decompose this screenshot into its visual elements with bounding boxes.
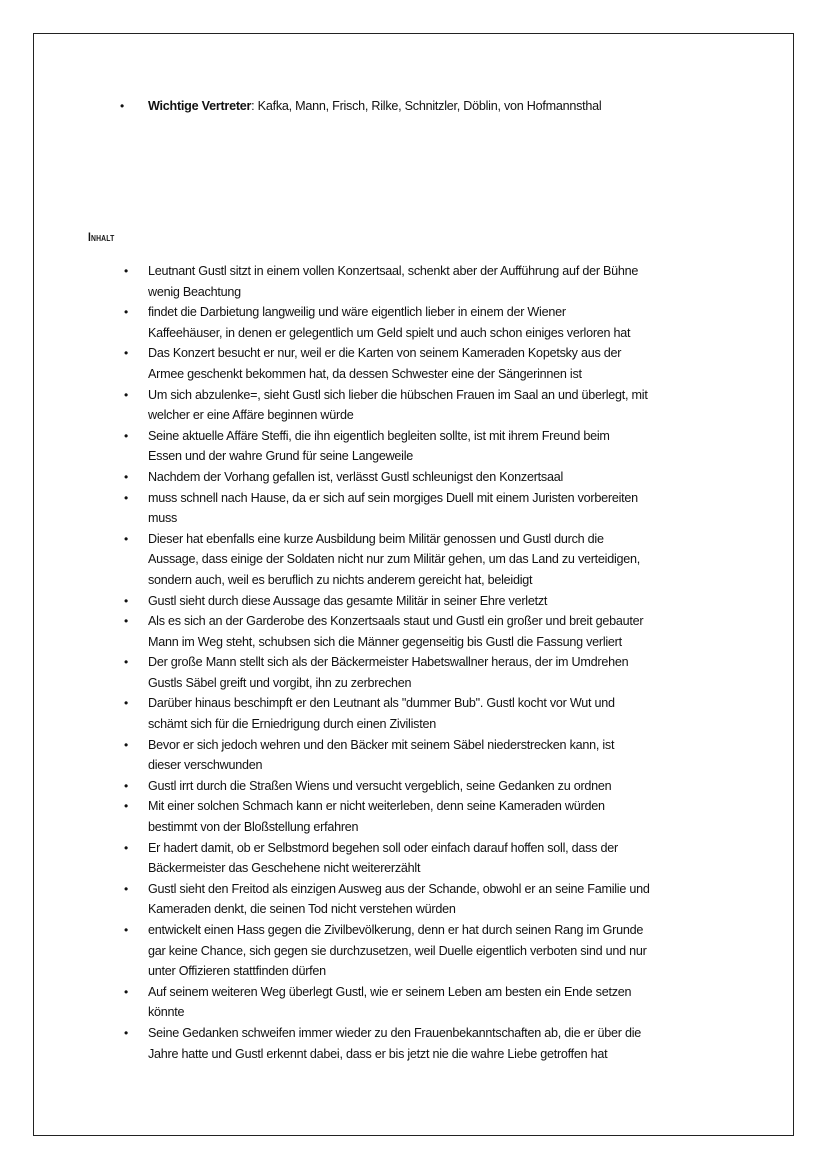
list-item-line: Seine aktuelle Affäre Steffi, die ihn eigentlich begleiten sollte, ist mit ihrem Freund beim: [148, 428, 610, 443]
list-item-line: Als es sich an der Garderobe des Konzertsaals staut und Gustl ein großer und breit gebauter: [148, 614, 644, 629]
list-item-line: Um sich abzulenke=, sieht Gustl sich lieber die hübschen Frauen im Saal an und überlegt, mit: [148, 387, 648, 402]
bullet-icon: •: [124, 881, 128, 896]
list-item-line: Kaffeehäuser, in denen er gelegentlich um Geld spielt und auch schon einiges verloren hat: [148, 325, 631, 340]
section-heading-inhalt: Inhalt: [88, 230, 115, 244]
list-item-line: findet die Darbietung langweilig und wäre eigentlich lieber in einem der Wiener: [148, 305, 566, 320]
list-item-line: Gustl sieht durch diese Aussage das gesamte Militär in seiner Ehre verletzt: [148, 593, 548, 608]
list-item: [120, 302, 650, 343]
list-item: [120, 426, 650, 467]
vertreter-list-item: [120, 99, 601, 113]
vertreter-text: : Kafka, Mann, Frisch, Rilke, Schnitzler, Döblin, von Hofmannsthal: [251, 99, 602, 113]
bullet-icon: •: [124, 490, 128, 505]
vertreter-label: Wichtige Vertreter: [148, 99, 252, 113]
list-item-line: Mann im Weg steht, schubsen sich die Männer gegenseitig bis Gustl die Fassung verliert: [148, 634, 622, 649]
list-item-line: muss schnell nach Hause, da er sich auf sein morgiges Duell mit einem Juristen vorbereiten: [148, 490, 638, 505]
list-item: [120, 796, 650, 837]
list-item: [120, 467, 650, 488]
list-item: [120, 343, 650, 384]
bullet-icon: •: [124, 531, 128, 546]
list-item: [120, 611, 650, 652]
list-item-line: Dieser hat ebenfalls eine kurze Ausbildung beim Militär genossen und Gustl durch die: [148, 531, 604, 546]
list-item-line: Leutnant Gustl sitzt in einem vollen Konzertsaal, schenkt aber der Aufführung auf der Bühne: [148, 264, 639, 278]
list-item: [120, 735, 650, 776]
list-item-line: Gustl irrt durch die Straßen Wiens und versucht vergeblich, seine Gedanken zu ordnen: [148, 778, 612, 793]
list-item-line: Armee geschenkt bekommen hat, da dessen Schwester eine der Sängerinnen ist: [148, 366, 582, 381]
list-item-line: gar keine Chance, sich gegen sie durchzusetzen, weil Duelle eigentlich verboten sind und nur: [148, 943, 647, 958]
bullet-icon: •: [124, 428, 128, 443]
list-item-line: Mit einer solchen Schmach kann er nicht weiterleben, denn seine Kameraden würden: [148, 799, 605, 814]
bullet-icon: •: [124, 593, 128, 608]
bullet-icon: •: [124, 655, 128, 670]
list-item: [120, 838, 650, 879]
list-item-line: Bevor er sich jedoch wehren und den Bäcker mit seinem Säbel niederstrecken kann, ist: [148, 737, 615, 752]
bullet-icon: •: [124, 696, 128, 711]
list-item-line: muss: [148, 511, 178, 526]
list-item: [120, 591, 650, 612]
list-item-line: könnte: [148, 1005, 185, 1020]
list-item-line: sondern auch, weil es beruflich zu nichts anderem gereicht hat, beleidigt: [148, 572, 533, 587]
list-item-line: entwickelt einen Hass gegen die Zivilbevölkerung, denn er hat durch seinen Rang im Grunde: [148, 923, 644, 937]
list-item-line: Essen und der wahre Grund für seine Langeweile: [148, 449, 414, 464]
bullet-icon: •: [124, 737, 128, 752]
list-item-line: Nachdem der Vorhang gefallen ist, verlässt Gustl schleunigst den Konzertsaal: [148, 469, 564, 484]
list-item: [120, 652, 650, 693]
bullet-icon: •: [124, 614, 128, 629]
list-item: [120, 1023, 650, 1064]
list-item-line: Das Konzert besucht er nur, weil er die Karten von seinem Kameraden Kopetsky aus der: [148, 346, 622, 361]
bullet-icon: •: [124, 799, 128, 814]
list-item: [120, 920, 650, 982]
bullet-icon: •: [124, 305, 128, 320]
bullet-icon: •: [120, 99, 124, 113]
content-list: [120, 261, 650, 1064]
list-item-line: Gustls Säbel greift und vorgibt, ihn zu zerbrechen: [148, 675, 412, 690]
list-item-line: Bäckermeister das Geschehene nicht weitererzählt: [148, 861, 421, 876]
list-item-line: schämt sich für die Erniedrigung durch einen Zivilisten: [148, 717, 436, 732]
list-item-line: Auf seinem weiteren Weg überlegt Gustl, wie er seinem Leben am besten ein Ende setzen: [148, 984, 632, 999]
list-item-line: wenig Beachtung: [148, 284, 241, 299]
list-item-line: Kameraden denkt, die seinen Tod nicht verstehen würden: [148, 902, 456, 917]
list-item-line: Aussage, dass einige der Soldaten nicht nur zum Militär gehen, um das Land zu verteidigen,: [148, 552, 641, 567]
list-item-line: Jahre hatte und Gustl erkennt dabei, dass er bis jetzt nie die wahre Liebe getroffen hat: [148, 1046, 608, 1061]
list-item-line: bestimmt von der Bloßstellung erfahren: [148, 820, 359, 835]
bullet-icon: •: [124, 469, 128, 484]
list-item: [120, 693, 650, 734]
list-item-line: Der große Mann stellt sich als der Bäckermeister Habetswallner heraus, der im Umdrehen: [148, 655, 629, 670]
list-item: [120, 261, 650, 302]
list-item-line: unter Offizieren stattfinden dürfen: [148, 964, 326, 979]
bullet-icon: •: [124, 264, 128, 278]
list-item-line: dieser verschwunden: [148, 758, 263, 773]
list-item: [120, 385, 650, 426]
list-item: [120, 529, 650, 591]
bullet-icon: •: [124, 1025, 128, 1040]
list-item-line: welcher er eine Affäre beginnen würde: [148, 408, 354, 423]
list-item-line: Gustl sieht den Freitod als einzigen Ausweg aus der Schande, obwohl er an seine Familie und: [148, 881, 650, 896]
list-item-line: Darüber hinaus beschimpft er den Leutnant als "dummer Bub". Gustl kocht vor Wut und: [148, 696, 615, 711]
list-item: [120, 776, 650, 797]
list-item: [120, 879, 650, 920]
bullet-icon: •: [124, 984, 128, 999]
bullet-icon: •: [124, 778, 128, 793]
bullet-icon: •: [124, 387, 128, 402]
list-item-line: Seine Gedanken schweifen immer wieder zu den Frauenbekanntschaften ab, die er über die: [148, 1025, 642, 1040]
list-item: [120, 982, 650, 1023]
bullet-icon: •: [124, 923, 128, 937]
list-item-line: Er hadert damit, ob er Selbstmord begehen soll oder einfach darauf hoffen soll, dass der: [148, 840, 618, 855]
bullet-icon: •: [124, 840, 128, 855]
list-item: [120, 488, 650, 529]
bullet-icon: •: [124, 346, 128, 361]
